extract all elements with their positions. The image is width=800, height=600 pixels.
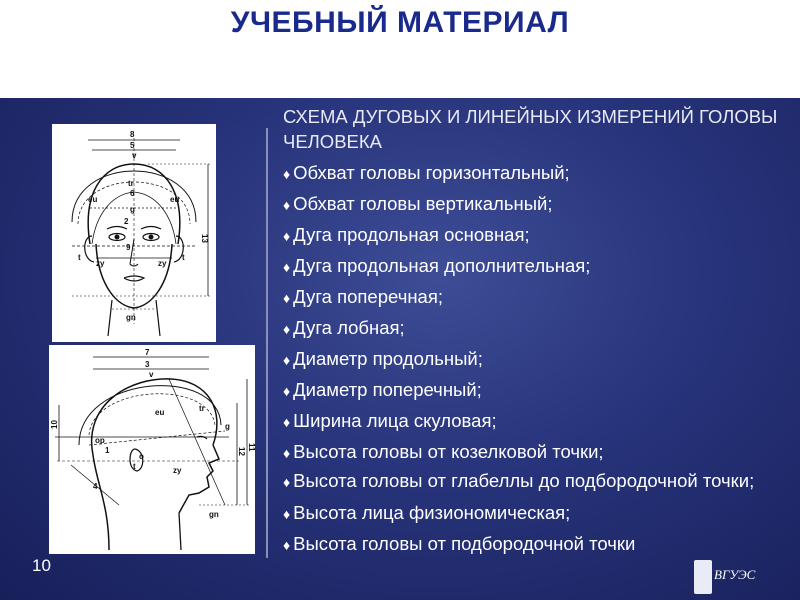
list-item: ♦ Дуга поперечная;: [283, 286, 443, 307]
svg-text:12: 12: [237, 447, 246, 456]
list-heading: СХЕМА ДУГОВЫХ И ЛИНЕЙНЫХ ИЗМЕРЕНИЙ ГОЛОВЫ ЧЕЛОВЕКА: [283, 106, 778, 152]
list-item: ♦ Высота лица физиономическая;: [283, 502, 571, 523]
svg-text:5: 5: [130, 141, 135, 150]
svg-text:6: 6: [130, 189, 135, 198]
svg-text:10: 10: [50, 420, 59, 429]
svg-text:op: op: [95, 436, 105, 445]
divider-line: [266, 128, 268, 558]
svg-text:1: 1: [105, 446, 110, 455]
svg-text:gn: gn: [126, 313, 136, 322]
svg-text:v: v: [149, 370, 154, 379]
diamond-bullet-icon: ♦: [283, 290, 291, 306]
svg-text:tr: tr: [199, 404, 205, 413]
svg-text:zy: zy: [173, 466, 182, 475]
diamond-bullet-icon: ♦: [283, 506, 291, 522]
list-item: ♦ Дуга продольная дополнительная;: [283, 255, 591, 276]
svg-text:o: o: [139, 452, 144, 461]
svg-text:tr: tr: [128, 179, 134, 188]
svg-text:t: t: [182, 253, 185, 262]
list-item: ♦ Диаметр поперечный;: [283, 379, 482, 400]
svg-text:8: 8: [130, 130, 135, 139]
list-item: ♦ Обхват головы горизонтальный;: [283, 162, 570, 183]
svg-text:7: 7: [145, 348, 150, 357]
diamond-bullet-icon: ♦: [283, 228, 291, 244]
list-item: ♦ Диаметр продольный;: [283, 348, 483, 369]
diamond-bullet-icon: ♦: [283, 166, 291, 182]
page-number: 10: [32, 556, 51, 575]
svg-text:eu: eu: [88, 195, 98, 204]
svg-text:2: 2: [124, 217, 129, 226]
svg-text:zy: zy: [158, 259, 167, 268]
svg-text:t: t: [133, 462, 136, 471]
measurement-list: [283, 158, 798, 560]
list-item: ♦ Дуга продольная основная;: [283, 224, 530, 245]
diamond-bullet-icon: ♦: [283, 321, 291, 337]
diamond-bullet-icon: ♦: [283, 352, 291, 368]
diamond-bullet-icon: ♦: [283, 537, 291, 553]
svg-text:t: t: [78, 253, 81, 262]
list-item: ♦ Дуга лобная;: [283, 317, 405, 338]
side-head-diagram: [49, 345, 255, 554]
list-item: ♦ Высота головы от глабеллы до подбородочной точки;: [283, 470, 755, 491]
front-head-diagram: [52, 124, 216, 342]
diamond-bullet-icon: ♦: [283, 259, 291, 275]
list-item: ♦ Обхват головы вертикальный;: [283, 193, 553, 214]
logo-icon: [694, 560, 712, 594]
svg-text:4: 4: [93, 482, 98, 491]
svg-text:g: g: [130, 205, 135, 214]
svg-text:v: v: [132, 151, 137, 160]
slide-title: УЧЕБНЫЙ МАТЕРИАЛ: [230, 6, 570, 39]
svg-text:g: g: [225, 422, 230, 431]
diamond-bullet-icon: ♦: [283, 414, 291, 430]
svg-text:zy: zy: [96, 259, 105, 268]
svg-text:eu: eu: [155, 408, 165, 417]
university-logo: [694, 558, 794, 596]
svg-text:11: 11: [247, 443, 256, 452]
logo-text: ВГУЭС: [714, 567, 756, 582]
diamond-bullet-icon: ♦: [283, 445, 291, 461]
svg-text:9: 9: [126, 243, 131, 252]
diamond-bullet-icon: ♦: [283, 197, 291, 213]
svg-text:3: 3: [145, 360, 150, 369]
svg-text:gn: gn: [209, 510, 219, 519]
svg-text:13: 13: [200, 234, 209, 243]
svg-text:eu: eu: [170, 195, 180, 204]
diamond-bullet-icon: ♦: [283, 383, 291, 399]
diamond-bullet-icon: ♦: [283, 474, 291, 490]
list-item: ♦ Ширина лица скуловая;: [283, 410, 497, 431]
list-item: ♦ Высота головы от подбородочной точки: [283, 533, 636, 554]
list-item: ♦ Высота головы от козелковой точки;: [283, 441, 604, 462]
